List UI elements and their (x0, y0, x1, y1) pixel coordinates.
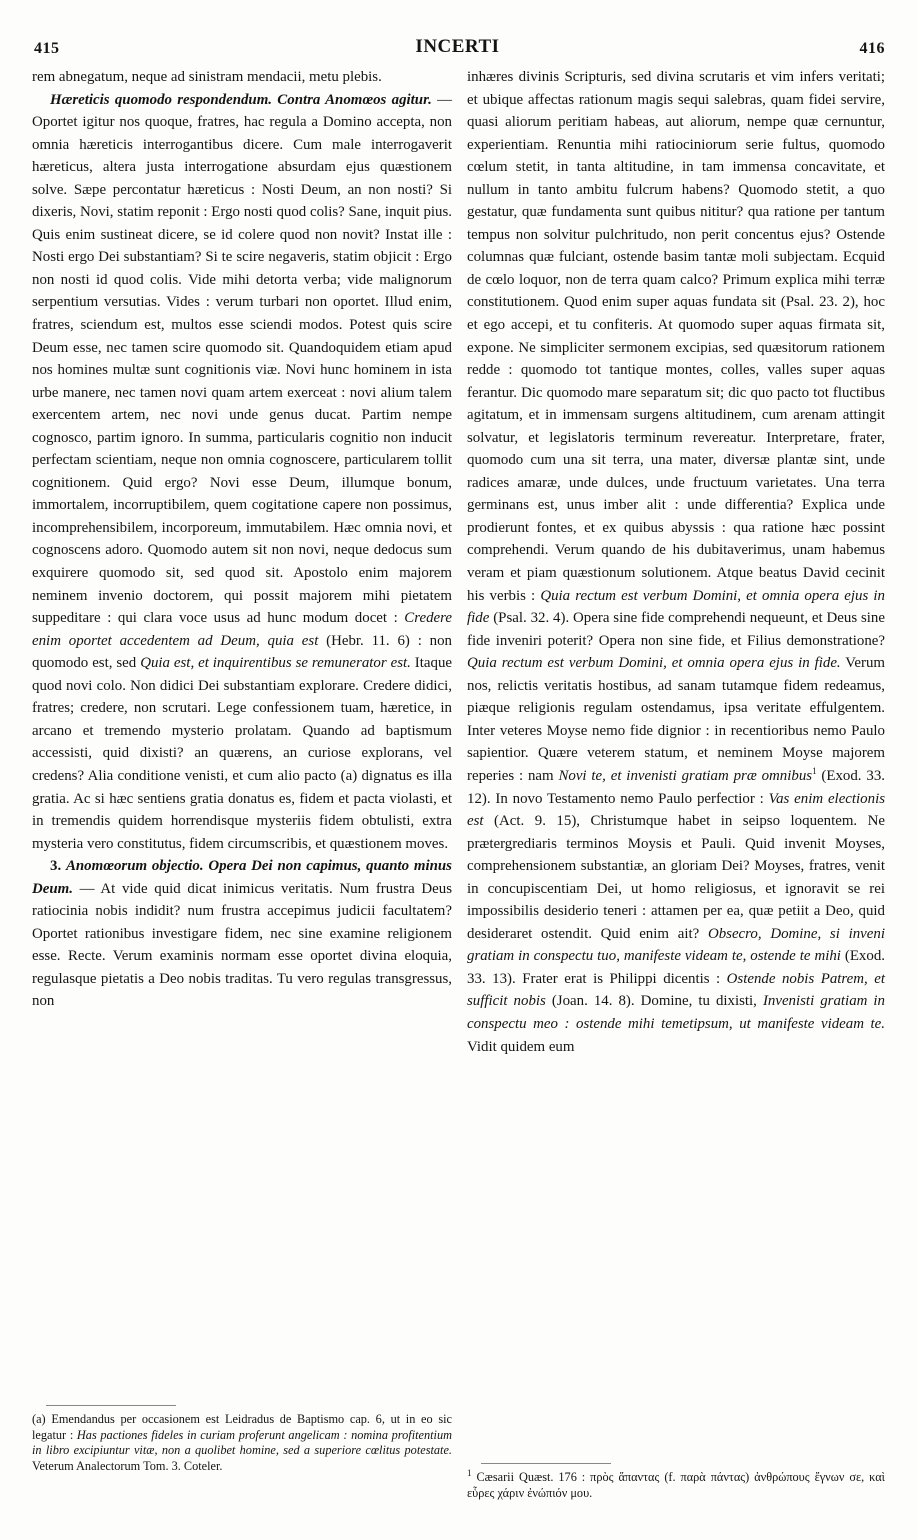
continued-text: inhæres divinis Scripturis, sed divina scrutaris et vim infers veritati; et ubique affectas rationum magis sequi salebras, quam fidei servire, quasi aliorum peritiam habeas, aut aliorum, nempe quæ cernuntur, experientiam. Renuntia mihi ratiociniorum serie fultus, quomodo cœlum stetit, in tanta altitudine, in tam immensa concavitate, et nullum in tanto ambitu fulcrum habens? Quomodo stetit, a quo gestatur, quæ fundamenta sunt quibus nititur? qua ratione per tantum tempus non solvitur pulchritudo, non perit concentus ejus? Ostende columnas quæ fulciant, ostende basim tantæ moli subjectam. Ecquid de cœlo loquor, non de terra quam calco? Primum explica mihi terræ constitutionem. Quod enim super aquas fundata sit (Psal. 23. 2), hoc et ego accepi, et tu confiteris. At quomodo super aquas firmata sit, expone. Ne simpliciter sermonem excipias, sed quæsitorum rationem redde : quomodo tot tantique montes, colles, valles super aquas ferantur. Dic quomodo mare separatum sit; dic quo pacto tot fluctibus agitatum, et in immensam surgens altitudinem, cum arenam attingit solvatur, et legislatoris terminum revereatur. Interpretare, frater, quomodo cum una sit terra, una mater, diversæ plantæ sint, unde radices amaræ, unde dulces, unde fructuum varietates. Una terra germinans est, unus imber alit : unde differentia? Explica unde prodierunt fontes, et ex quibus abyssis : qua ratione hæc possint comprehendi. Verum quando de his dubitaverimus, unam habemus veram et piam quæstionum solutionem. Atque beatus David cecinit his verbis : Quia rectum est verbum Domini, et omnia opera ejus in fide (Psal. 32. 4). Opera sine fide comprehendi nequeunt, et Deus sine fide inveniri poterit? Opera non sine fide, et Filius demonstratione? Quia rectum est verbum Domini, et omnia opera ejus in fide. Verum nos, relictis veritatis hostibus, ad sanam tutamque fidem redeamus, piæque religionis regulam ostendamus, ipsa veritate effulgentem. Inter veteres Moyse nemo fide dignior : in recentioribus nemo Paulo sapientior. Quære veterem statum, et neminem Moyse majorem reperies : nam Novi te, et invenisti gratiam præ omnibus$^1$ (Exod. 33. 12). In novo Testamento nemo Paulo perfectior : Vas enim electionis est (Act. 9. 15), Christumque habet in seipso loquentem. Ne prætergrediaris terminos Moysis et Pauli. Quid invenit Moyses, comprehensionem substantiæ, an gloriam Dei? Moyses, fratres, venit in concupiscentiam Dei, ut homo religiosus, et ignoravit se rei impossibilis desiderio teneri : attamen per ea, quæ petiit a Deo, quid desideraret ostendit. Quid enim ait? Obsecro, Domine, si inveni gratiam in conspectu tuo, manifeste videam te, ostende te mihi (Exod. 33. 13). Frater erat is Philippi dicentis : Ostende nobis Patrem, et sufficit nobis (Joan. 14. 8). Domine, tu dixisti, Invenisti gratiam in conspectu meo : ostende mihi temetipsum, ut manifeste videam te. Vidit quidem eum (467, 69, 886, 1055)
right-column (467, 66, 885, 1058)
scripture-quote: Quia rectum est verbum Domini, et omnia opera ejus in fide. (467, 655, 841, 672)
footnote-divider (481, 1463, 611, 1464)
page-number-right: 416 (859, 40, 885, 57)
scripture-quote: Vas enim electionis est (467, 790, 886, 830)
section-number: 3. (50, 858, 62, 875)
scripture-quote: Novi te, et invenisti gratiam præ omnibus (558, 767, 813, 784)
scripture-quote: Quia rectum est verbum Domini, et omnia opera ejus in fide (467, 587, 885, 627)
footnote-divider (46, 1405, 176, 1406)
scripture-quote: Obsecro, Domine, si inveni gratiam in conspectu tuo, manifeste videam te, ostende te mihi (467, 925, 885, 965)
running-header (30, 36, 885, 62)
section-heading: Hæreticis quomodo respondendum. Contra Anomœos agitur. (50, 91, 432, 108)
scripture-quote: Quia est, et inquirentibus se remunerator est. (140, 655, 411, 672)
footnote-marker: 1 (812, 765, 817, 776)
section-heading: Anomœorum objectio. Opera Dei non capimus, quanto minus Deum. (32, 858, 452, 897)
scripture-quote: Ostende nobis Patrem, et sufficit nobis (467, 970, 886, 1010)
footnote-mark: 1 (467, 1467, 472, 1478)
running-title: INCERTI (415, 36, 500, 57)
scripture-quote: Credere enim oportet accedentem ad Deum, quia est (32, 610, 452, 649)
paragraph: Hæreticis quomodo respondendum. Contra Anomœos agitur. — Oportet igitur nos quoque, fratres, hac regula a Domino accepta, non omnia hæreticis interrogantibus dicere. Cum male interrogaverit hæreticus, altera justa interrogatione absurdam ejus quæstionem solve. Sæpe percontatur hæreticus : Nosti Deum, an non nosti? Si dixeris, Novi, statim reponit : Ergo nosti quod colis? Sane, inquit pius. Quis enim sustineat dicere, se id colere quod non novit? Instat ille : Nosti ergo Dei substantiam? Si te scire negaveris, statim objicit : Ergo non nosti id quod colis. Vide mihi detorta verba; vide malignorum serpentium versutias. Vides : verum turbari non oportet. Illud enim, fratres, sciendum est, multos esse sciendi modos. Potest quis scire Deum esse, nec tamen scire quomodo sit. Quandoquidem etiam apud nos homines multæ sunt cognitionis viæ. Novi hunc hominem in ista urbe manere, nec tamen novi quam artem exerceat : novi alium talem exercentem artem, nec novi unde genus ducat. Partim nempe cognosco, partim ignoro. In summa, particularis cognitio non inducit perfectam scientiam, neque non omnia cognoscere, particularem tollit cognitionem. Quid ergo? Novi esse Deum, illumque bonum, immortalem, incorruptibilem, quem cogitatione capere non possimus, incomprehensibilem, incorporeum, immutabilem. Hæc omnia novi, et cognoscens adoro. Quomodo autem sit non novi, neque dedocus sum exquirere quomodo sit, sed quod sit. Apostolo enim majorem neminem invenio doctorem, qui possit majorem mihi pietatem suppeditare : qui clara voce usus ad hunc modum docet : Credere enim oportet accedentem ad Deum, quia est (Hebr. 11. 6) : non quomodo est, sed Quia est, et inquirentibus se remunerator est. Itaque quod novi colo. Non didici Dei substantiam explorare. Credere didici, fratres; credere, non scrutari. Lege confessionem tuam, hæretice, in arcano et tremendo mysterio prolatam. Quando ad baptismum accessisti, quid dixisti? an quærens, an curiose explorans, vel credens? Alia conditione venisti, et cum alio pacto (a) dignatus es illa gratia. Ac si hæc sentiens gratia donatus es, fidem et pacta violasti, et in tremendis quidem horrendisque mysteriis fidem obtulisti, extra mysteria vero constitutus, fidem circumscribis, et quæstionem moves. (32, 91, 452, 852)
paragraph: 3. Anomœorum objectio. Opera Dei non capimus, quanto minus Deum. — At vide quid dicat inimicus veritatis. Num frustra Deus ratiocinia nobis indidit? num frustra accepimus judicii facultatem? Oportet rationibus investigare fidem, nec sine examine religionem esse. Recte. Verum examinis normam esse oportet divina eloquia, regulasque pietatis a Deo nobis traditas. Tu vero regulas transgressus, non (32, 858, 452, 1010)
page-number-left: 415 (34, 40, 60, 57)
footnote-left: (a) Emendandus per occasionem est Leidradus de Baptismo cap. 6, ut in eo sic legatur : Has pactiones fideles in curiam proferunt angelicam : nomina profitentium in libro excipiuntur vitæ, non a quolibet homine, sed a superiore cœlitus potestate. Veterum Analectorum Tom. 3. Coteler. (32, 1412, 452, 1473)
continued-text: rem abnegatum, neque ad sinistram mendacii, metu plebis. (32, 69, 382, 85)
footnote-right: $^1$ Cæsarii Quæst. 176 : πρὸς ἅπαντας (f. παρὰ πάντας) ἀνθρώπους ἔγνων σε, καὶ εὗρες χάριν ἐνώπιόν μου. (467, 1467, 885, 1500)
left-column (32, 66, 452, 1013)
scripture-quote: Invenisti gratiam in conspectu meo : ostende mihi temetipsum, ut manifeste videam te. (467, 993, 885, 1032)
footnote-mark: (a) (32, 1412, 46, 1426)
